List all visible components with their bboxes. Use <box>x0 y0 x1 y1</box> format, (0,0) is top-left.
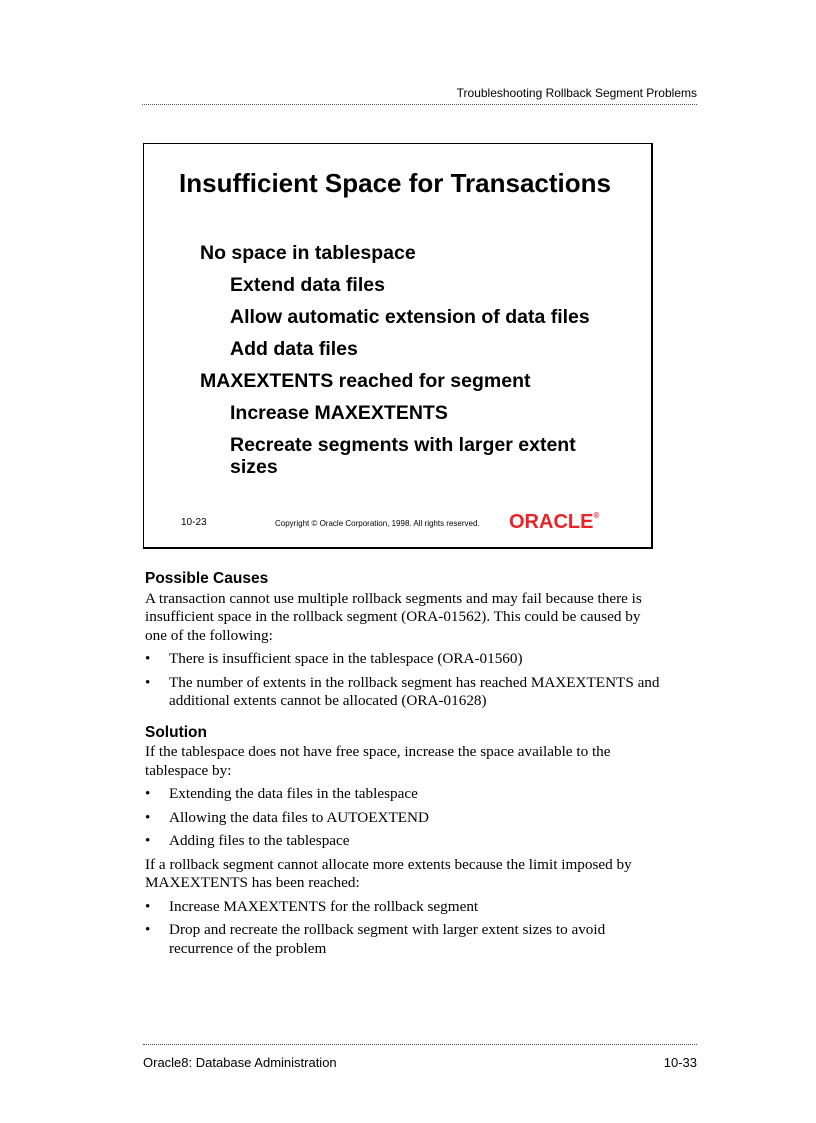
causes-list <box>145 650 665 711</box>
paragraph: If a rollback segment cannot allocate more extents because the limit imposed by MAXEXTENTS has been reached: <box>145 855 632 891</box>
oracle-logo-text: ORACLE <box>509 511 594 533</box>
slide-number: 10-23 <box>181 517 207 528</box>
paragraph: If the tablespace does not have free space, increase the space available to the tablespace by: <box>145 743 611 779</box>
list-item: • Increase MAXEXTENTS for the rollback segment <box>145 898 665 917</box>
slide-bullet-list <box>144 242 651 488</box>
paragraph: A transaction cannot use multiple rollback segments and may fail because there is insufficient space in the rollback segment (ORA-01562). This could be caused by one of the following: <box>145 589 642 644</box>
slide-bullet: No space in tablespace <box>200 242 416 264</box>
slide-subbullet: Extend data files <box>230 274 385 296</box>
oracle-logo <box>509 511 599 534</box>
list-item: • Allowing the data files to AUTOEXTEND <box>145 809 665 828</box>
running-header: Troubleshooting Rollback Segment Problems <box>456 86 697 100</box>
solution-list-2 <box>145 898 665 959</box>
page-footer <box>143 1055 697 1070</box>
slide-bullet: MAXEXTENTS reached for segment <box>200 370 531 392</box>
slide-footer <box>144 511 651 537</box>
section-heading-causes: Possible Causes <box>145 570 269 587</box>
list-item: • There is insufficient space in the tablespace (ORA-01560) <box>145 650 665 669</box>
solution-list-1 <box>145 785 665 851</box>
page-number: 10-33 <box>663 1055 697 1070</box>
slide-title: Insufficient Space for Transactions <box>179 168 611 198</box>
slide-subbullet: Recreate segments with larger extent sizes <box>230 434 576 478</box>
body-text <box>145 570 665 958</box>
header-divider <box>142 104 697 105</box>
slide-subbullet: Increase MAXEXTENTS <box>230 402 448 424</box>
slide-subbullet: Add data files <box>230 338 358 360</box>
book-title: Oracle8: Database Administration <box>143 1055 337 1070</box>
slide-subbullet: Allow automatic extension of data files <box>230 306 590 328</box>
slide-copyright: Copyright © Oracle Corporation, 1998. All rights reserved. <box>275 519 480 528</box>
oracle-logo-mark: ® <box>593 511 600 520</box>
list-item: • Extending the data files in the tablespace <box>145 785 665 804</box>
list-item: • Drop and recreate the rollback segment with larger extent sizes to avoid recurrence of the problem <box>145 921 665 958</box>
footer-divider <box>143 1044 697 1045</box>
slide-frame <box>143 143 653 549</box>
section-heading-solution: Solution <box>145 723 207 741</box>
list-item: • Adding files to the tablespace <box>145 832 665 851</box>
list-item: • The number of extents in the rollback segment has reached MAXEXTENTS and additional extents cannot be allocated (ORA-01628) <box>145 674 665 711</box>
